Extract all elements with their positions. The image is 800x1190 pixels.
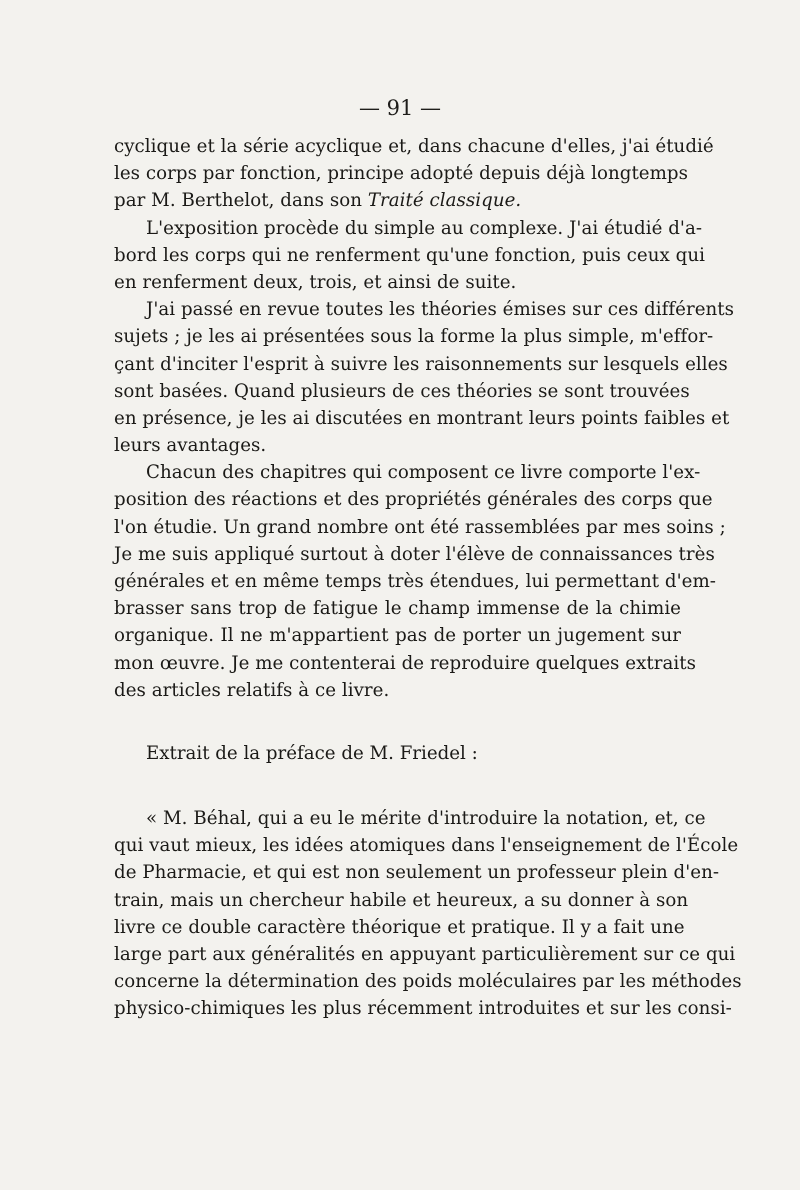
book-title-italic: Traité classique. (367, 190, 522, 212)
text-line: physico-chimiques les plus récemment introduites et sur les consi- (114, 998, 732, 1020)
quote-text (114, 805, 742, 1023)
text-line: en renferment deux, trois, et ainsi de suite. (114, 271, 517, 293)
text-line: en présence, je les ai discutées en montrant leurs points faibles et (114, 407, 730, 429)
text-line: Je me suis appliqué surtout à doter l'élève de connaissances très (114, 543, 715, 565)
text-line: des articles relatifs à ce livre. (114, 679, 390, 701)
text-line: position des réactions et des propriétés générales des corps que (114, 489, 713, 511)
text-line: train, mais un chercheur habile et heureux, a su donner à son (114, 889, 689, 911)
text-line: bord les corps qui ne renferment qu'une fonction, puis ceux qui (114, 244, 705, 266)
text-line: organique. Il ne m'appartient pas de porter un jugement sur (114, 625, 681, 647)
text-line: qui vaut mieux, les idées atomiques dans l'enseignement de l'École (114, 835, 739, 857)
text-line: l'on étudie. Un grand nombre ont été rassemblées par mes soins ; (114, 516, 726, 538)
text-line: large part aux généralités en appuyant particulièrement sur ce qui (114, 943, 736, 965)
text-line: sujets ; je les ai présentées sous la forme la plus simple, m'effor- (114, 326, 714, 348)
text-line (114, 187, 681, 214)
text-line: « M. Béhal, qui a eu le mérite d'introduire la notation, et, ce (146, 808, 706, 829)
text-run: par M. Berthelot, dans son (114, 190, 368, 212)
text-line: Chacun des chapitres qui composent ce livre comporte l'ex- (146, 462, 701, 484)
text-line: de Pharmacie, et qui est non seulement un professeur plein d'en- (114, 862, 720, 884)
body-text (114, 133, 735, 704)
text-line: brasser sans trop de fatigue le champ immense de la chimie (114, 598, 681, 620)
text-line: mon œuvre. Je me contenterai de reproduire quelques extraits (114, 652, 696, 674)
text-line: çant d'inciter l'esprit à suivre les raisonnements sur lesquels elles (114, 353, 728, 375)
text-line: livre ce double caractère théorique et pratique. Il y a fait une (114, 916, 685, 938)
text-line: cyclique et la série acyclique et, dans chacune d'elles, j'ai étudié (114, 136, 714, 157)
text-line: leurs avantages. (114, 435, 267, 457)
section-heading: Extrait de la préface de M. Friedel : (146, 743, 478, 764)
text-line: les corps par fonction, principe adopté depuis déjà longtemps (114, 163, 688, 185)
page-number: — 91 — (358, 96, 442, 120)
text-line: générales et en même temps très étendues, lui permettant d'em- (114, 571, 716, 592)
text-line: L'exposition procède du simple au complexe. J'ai étudié d'a- (146, 217, 703, 239)
text-line: sont basées. Quand plusieurs de ces théories se sont trouvées (114, 380, 690, 402)
text-line: concerne la détermination des poids moléculaires par les méthodes (114, 971, 742, 993)
text-line: J'ai passé en revue toutes les théories émises sur ces différents (146, 299, 735, 321)
